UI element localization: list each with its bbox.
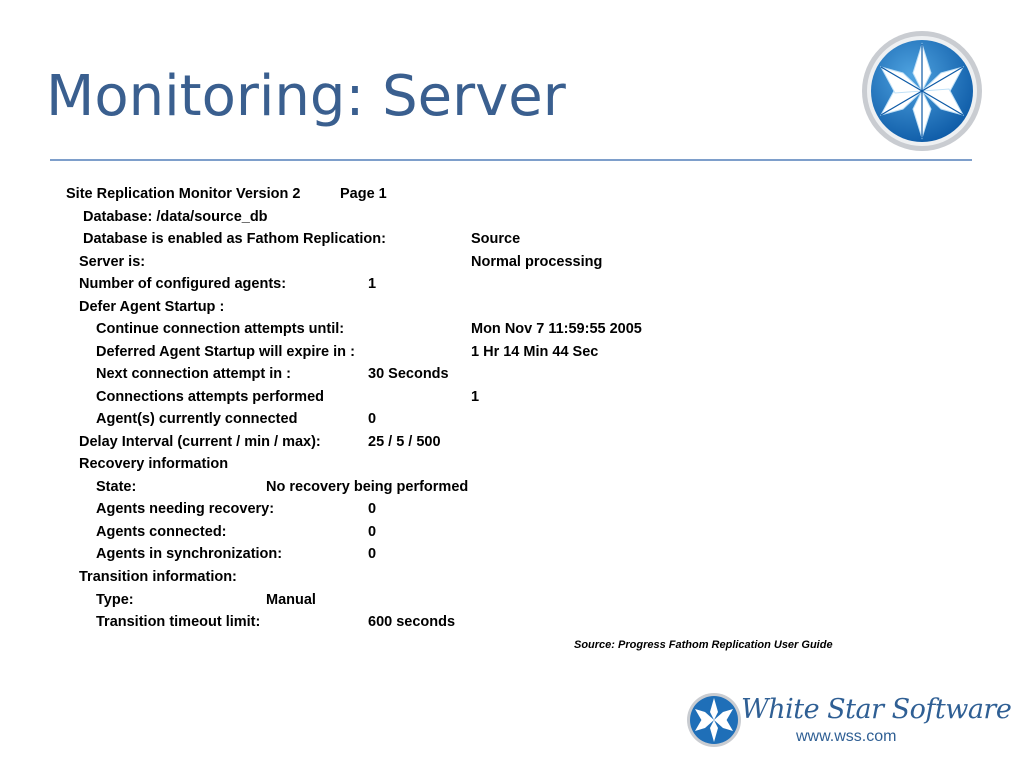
connected-value: 0 [368, 411, 377, 427]
server-label: Server is: [79, 254, 146, 270]
enabled-value: Source [471, 231, 521, 247]
white-star-logo-icon [861, 30, 983, 152]
needing-recovery-value: 0 [368, 501, 377, 517]
next-attempt-value: 30 Seconds [368, 366, 449, 382]
timeout-value: 600 seconds [368, 614, 456, 630]
agents-connected-value: 0 [368, 524, 377, 540]
attempts-label: Connections attempts performed [96, 389, 324, 405]
report-header: Site Replication Monitor Version 2 [66, 186, 301, 202]
sync-value: 0 [368, 546, 377, 562]
sync-label: Agents in synchronization: [96, 546, 283, 562]
agents-label: Number of configured agents: [79, 276, 287, 292]
connected-label: Agent(s) currently connected [96, 411, 298, 427]
attempts-value: 1 [471, 389, 480, 405]
enabled-label: Database is enabled as Fathom Replication: [83, 231, 386, 247]
needing-recovery-label: Agents needing recovery: [96, 501, 275, 517]
company-name: White Star Software [741, 694, 1012, 725]
white-star-small-logo-icon [686, 692, 742, 748]
source-note: Source: Progress Fathom Replication User Guide [574, 639, 833, 651]
next-attempt-label: Next connection attempt in : [96, 366, 291, 382]
slide-title: Monitoring: Server [46, 64, 566, 129]
company-url[interactable]: www.wss.com [796, 728, 897, 745]
server-value: Normal processing [471, 254, 603, 270]
report-page: Page 1 [340, 186, 387, 202]
continue-value: Mon Nov 7 11:59:55 2005 [471, 321, 642, 337]
database-label: Database: /data/source_db [83, 209, 268, 225]
defer-label: Defer Agent Startup : [79, 299, 225, 315]
recovery-label: Recovery information [79, 456, 229, 472]
continue-label: Continue connection attempts until: [96, 321, 345, 337]
transition-label: Transition information: [79, 569, 237, 585]
type-value: Manual [266, 592, 316, 608]
deferred-value: 1 Hr 14 Min 44 Sec [471, 344, 599, 360]
delay-value: 25 / 5 / 500 [368, 434, 441, 450]
delay-label: Delay Interval (current / min / max): [79, 434, 321, 450]
type-label: Type: [96, 592, 134, 608]
agents-connected-label: Agents connected: [96, 524, 227, 540]
deferred-label: Deferred Agent Startup will expire in : [96, 344, 355, 360]
timeout-label: Transition timeout limit: [96, 614, 261, 630]
state-label: State: [96, 479, 137, 495]
title-divider [50, 159, 972, 161]
state-value: No recovery being performed [266, 479, 469, 495]
agents-value: 1 [368, 276, 377, 292]
